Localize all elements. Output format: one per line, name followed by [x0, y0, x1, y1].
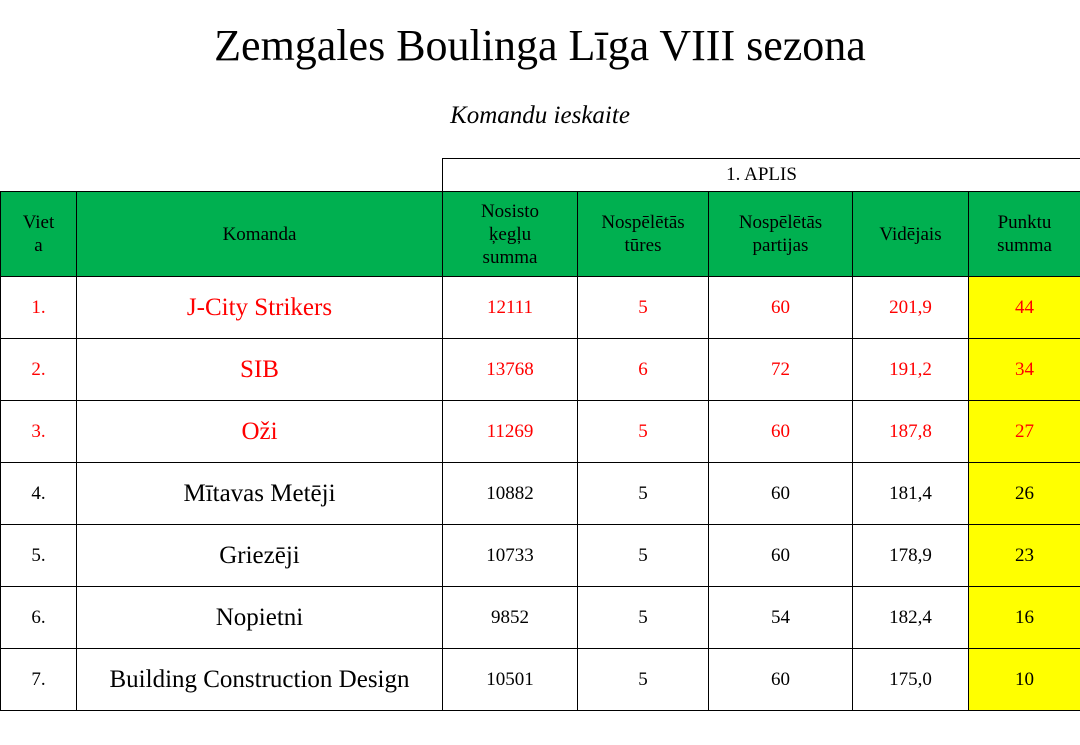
- round-label: 1. APLIS: [443, 159, 1080, 192]
- header-average: Vidējais: [853, 192, 969, 277]
- cell-average: 187,8: [853, 401, 969, 463]
- table-row: [1, 401, 1080, 463]
- cell-pins: 11269: [443, 401, 578, 463]
- column-header-row: [1, 192, 1080, 277]
- cell-average: 178,9: [853, 525, 969, 587]
- cell-games: 60: [709, 401, 853, 463]
- cell-pins: 10733: [443, 525, 578, 587]
- cell-points: 10: [969, 649, 1080, 711]
- round-header-blank: [1, 159, 443, 192]
- cell-rounds: 5: [578, 277, 709, 339]
- table-row: [1, 277, 1080, 339]
- cell-team: Griezēji: [77, 525, 443, 587]
- cell-rounds: 6: [578, 339, 709, 401]
- cell-rounds: 5: [578, 463, 709, 525]
- header-pins: Nosisto ķegļu summa: [443, 192, 578, 277]
- cell-place: 5.: [1, 525, 77, 587]
- cell-place: 2.: [1, 339, 77, 401]
- cell-team: Mītavas Metēji: [77, 463, 443, 525]
- header-points: Punktu summa: [969, 192, 1080, 277]
- cell-points: 27: [969, 401, 1080, 463]
- table-row: [1, 339, 1080, 401]
- cell-average: 182,4: [853, 587, 969, 649]
- header-team: Komanda: [77, 192, 443, 277]
- cell-average: 175,0: [853, 649, 969, 711]
- table-row: [1, 525, 1080, 587]
- cell-place: 1.: [1, 277, 77, 339]
- cell-pins: 10882: [443, 463, 578, 525]
- header-place: Viet a: [1, 192, 77, 277]
- cell-games: 54: [709, 587, 853, 649]
- page-subtitle: Komandu ieskaite: [450, 102, 630, 129]
- cell-place: 6.: [1, 587, 77, 649]
- cell-rounds: 5: [578, 649, 709, 711]
- cell-place: 3.: [1, 401, 77, 463]
- cell-average: 181,4: [853, 463, 969, 525]
- cell-pins: 12111: [443, 277, 578, 339]
- page-title: Zemgales Boulinga Līga VIII sezona: [214, 21, 866, 70]
- cell-points: 23: [969, 525, 1080, 587]
- table-row: [1, 649, 1080, 711]
- cell-rounds: 5: [578, 525, 709, 587]
- cell-points: 26: [969, 463, 1080, 525]
- cell-points: 34: [969, 339, 1080, 401]
- header-rounds-played: Nospēlētās tūres: [578, 192, 709, 277]
- cell-team: SIB: [77, 339, 443, 401]
- cell-place: 7.: [1, 649, 77, 711]
- cell-points: 44: [969, 277, 1080, 339]
- cell-average: 191,2: [853, 339, 969, 401]
- cell-games: 72: [709, 339, 853, 401]
- cell-team: Nopietni: [77, 587, 443, 649]
- cell-points: 16: [969, 587, 1080, 649]
- header-games-played: Nospēlētās partijas: [709, 192, 853, 277]
- table-row: [1, 463, 1080, 525]
- cell-team: J-City Strikers: [77, 277, 443, 339]
- cell-team: Oži: [77, 401, 443, 463]
- cell-rounds: 5: [578, 401, 709, 463]
- table-row: [1, 587, 1080, 649]
- cell-games: 60: [709, 463, 853, 525]
- cell-games: 60: [709, 649, 853, 711]
- cell-pins: 13768: [443, 339, 578, 401]
- standings-table: [0, 158, 1080, 711]
- cell-rounds: 5: [578, 587, 709, 649]
- cell-pins: 9852: [443, 587, 578, 649]
- cell-pins: 10501: [443, 649, 578, 711]
- cell-place: 4.: [1, 463, 77, 525]
- cell-team: Building Construction Design: [77, 649, 443, 711]
- round-header-row: [1, 159, 1080, 192]
- cell-games: 60: [709, 277, 853, 339]
- cell-games: 60: [709, 525, 853, 587]
- cell-average: 201,9: [853, 277, 969, 339]
